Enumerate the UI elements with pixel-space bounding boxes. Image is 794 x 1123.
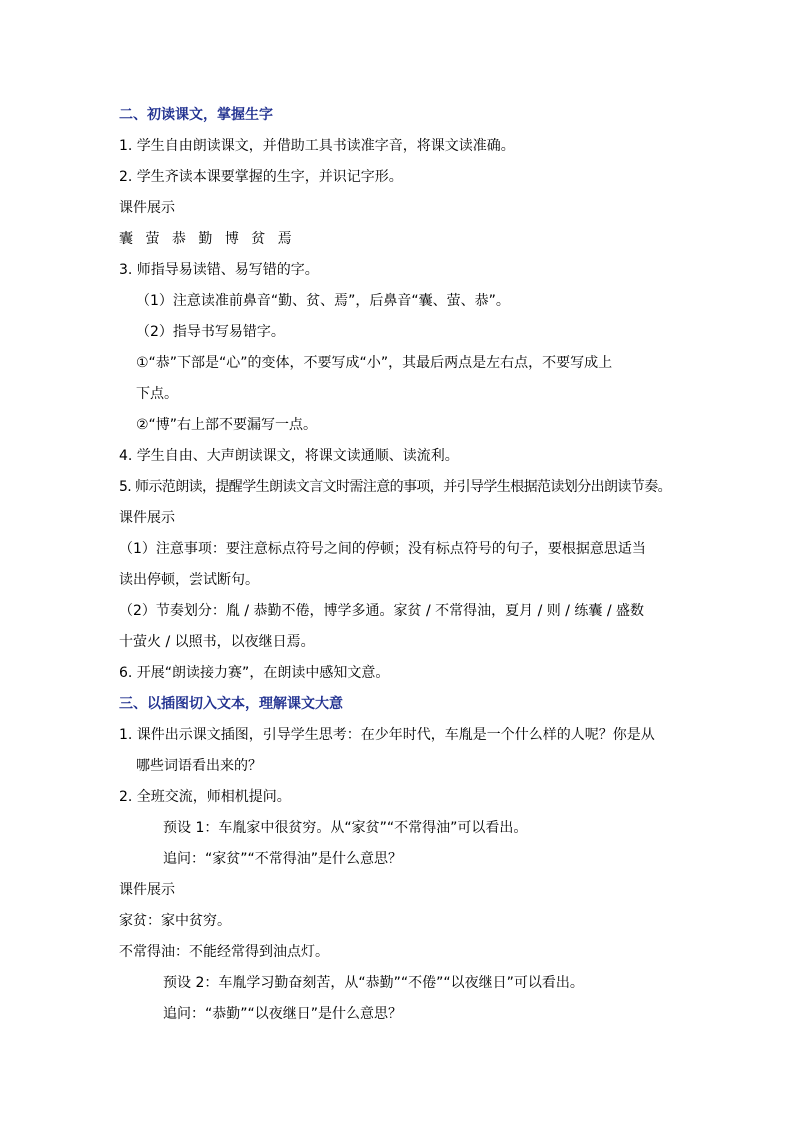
section-heading: 二、初读课文，掌握生字 xyxy=(119,107,273,123)
character: 勤 xyxy=(198,231,213,247)
follow-up-question: 追问：“恭勤”“以夜继日”是什么意思？ xyxy=(163,1006,403,1022)
character: 萤 xyxy=(145,231,160,247)
sub-paragraph: （1）注意读准前鼻音“勤、贫、焉”，后鼻音“囊、萤、恭”。 xyxy=(136,293,510,309)
paragraph: 6. 开展“朗读接力赛”，在朗读中感知文意。 xyxy=(119,665,390,681)
character-list xyxy=(119,224,694,255)
courseware-label: 课件展示 xyxy=(119,510,175,526)
paragraph: 3. 师指导易读错、易写错的字。 xyxy=(119,262,319,278)
character: 恭 xyxy=(171,231,186,247)
follow-up-question: 追问：“家贫”“不常得油”是什么意思？ xyxy=(163,851,403,867)
preset-paragraph: 预设 2：车胤学习勤奋刻苦，从“恭勤”“不倦”“以夜继日”可以看出。 xyxy=(163,975,584,991)
paragraph: 1. 学生自由朗读课文，并借助工具书读准字音，将课文读准确。 xyxy=(119,138,515,154)
sub-paragraph: （2）指导书写易错字。 xyxy=(136,324,285,340)
character: 焉 xyxy=(277,231,292,247)
note-paragraph: ①“恭”下部是“心”的变体，不要写成“小”，其最后两点是左右点，不要写成上 xyxy=(136,355,613,371)
courseware-paragraph: （1）注意事项：要注意标点符号之间的停顿；没有标点符号的句子，要根据意思适当 xyxy=(119,541,646,557)
paragraph: 2. 全班交流，师相机提问。 xyxy=(119,789,291,805)
courseware-label: 课件展示 xyxy=(119,200,175,216)
definition: 家贫：家中贫穷。 xyxy=(119,913,231,929)
section-heading: 三、以插图切入文本，理解课文大意 xyxy=(119,696,343,712)
character: 囊 xyxy=(119,231,133,247)
courseware-paragraph-continued: 读出停顿，尝试断句。 xyxy=(119,572,259,588)
paragraph: 5. 师示范朗读，提醒学生朗读文言文时需注意的事项，并引导学生根据范读划分出朗读节奏。 xyxy=(119,479,672,495)
courseware-paragraph-continued: 十萤火 / 以照书，以夜继日焉。 xyxy=(119,634,315,650)
paragraph: 1. 课件出示课文插图，引导学生思考：在少年时代，车胤是一个什么样的人呢？你是从 xyxy=(119,727,655,743)
character: 博 xyxy=(224,231,239,247)
paragraph-continued: 哪些词语看出来的？ xyxy=(136,758,262,774)
paragraph: 2. 学生齐读本课要掌握的生字，并识记字形。 xyxy=(119,169,403,185)
paragraph: 4. 学生自由、大声朗读课文，将课文读通顺、读流利。 xyxy=(119,448,459,464)
character: 贫 xyxy=(251,231,266,247)
definition: 不常得油：不能经常得到油点灯。 xyxy=(119,944,329,960)
preset-paragraph: 预设 1：车胤家中很贫穷。从“家贫”“不常得油”可以看出。 xyxy=(163,820,528,836)
courseware-paragraph: （2）节奏划分：胤 / 恭勤不倦，博学多通。家贫 / 不常得油，夏月 / 则 / 练囊 / 盛数 xyxy=(119,603,644,619)
note-paragraph-continued: 下点。 xyxy=(136,386,178,402)
note-paragraph: ②“博”右上部不要漏写一点。 xyxy=(136,417,318,433)
courseware-label: 课件展示 xyxy=(119,882,175,898)
